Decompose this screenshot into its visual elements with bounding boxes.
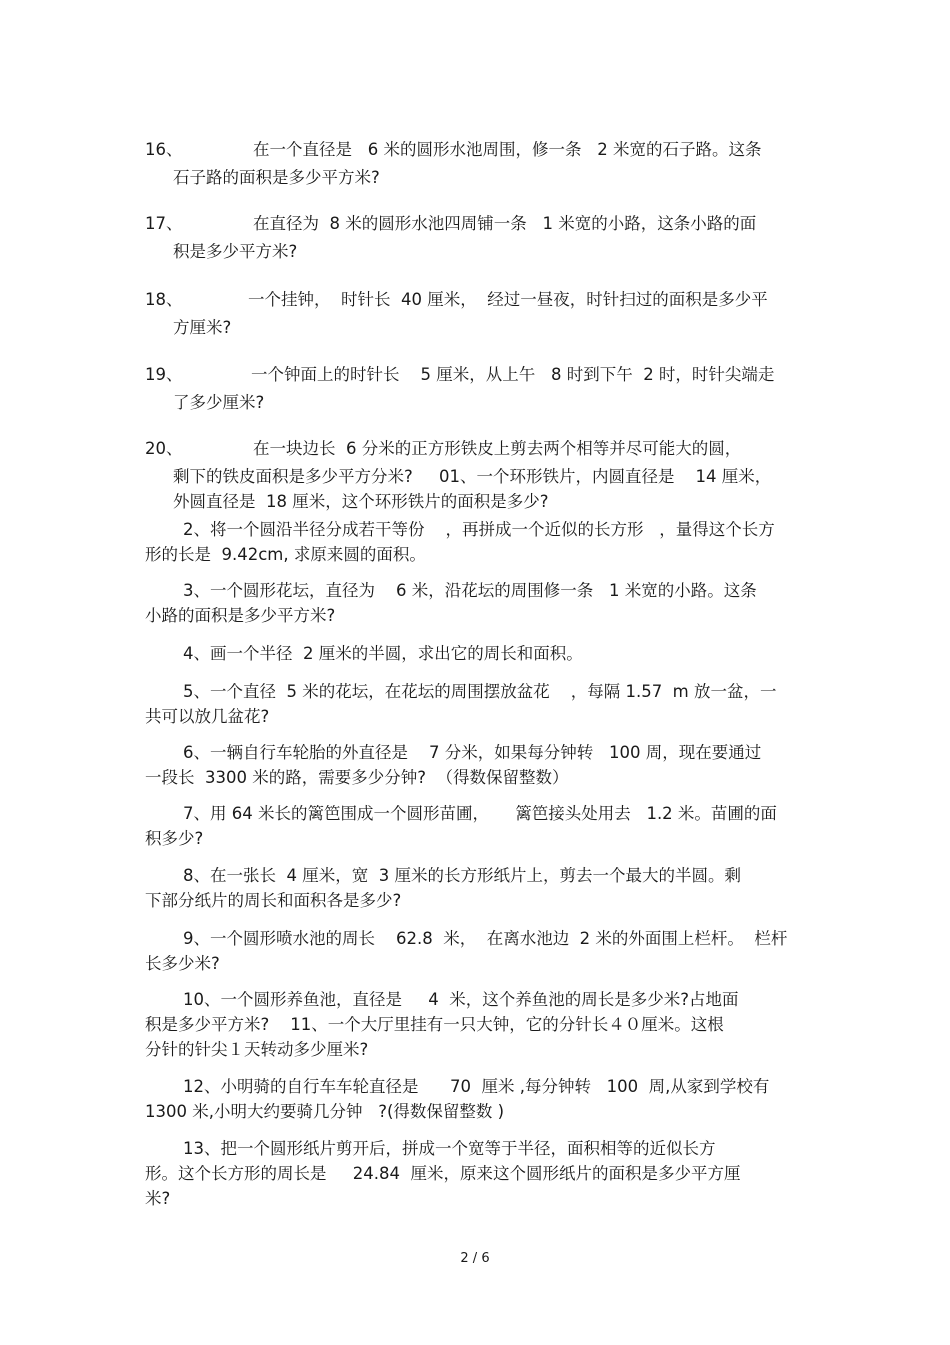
question-5-line-1: 5、一个直径 5 米的花坛，在花坛的周围摆放盆花 ，每隔 1.57 m 放一盆，一 [183,682,777,701]
problem-20-line-1: 在一块边长 6 分米的正方形铁皮上剪去两个相等并尽可能大的圆， [253,439,742,458]
question-13-line-2: 形。这个长方形的周长是 24.84 厘米，原来这个圆形纸片的面积是多少平方厘 [145,1164,741,1183]
question-11-line-3: 分针的针尖１天转动多少厘米? [145,1040,369,1059]
question-4-line-1: 4、画一个半径 2 厘米的半圆，求出它的周长和面积。 [183,644,583,663]
question-12-line-1: 12、小明骑的自行车车轮直径是 70 厘米 ,每分钟转 100 周,从家到学校有 [183,1077,770,1096]
question-3-line-1: 3、一个圆形花坛，直径为 6 米，沿花坛的周围修一条 1 米宽的小路。这条 [183,581,757,600]
question-5-line-2: 共可以放几盆花? [145,707,270,726]
question-2-line-2: 形的长是 9.42cm, 求原来圆的面积。 [145,545,426,564]
question-2-line-1: 2、将一个圆沿半径分成若干等份 ，再拼成一个近似的长方形 ，量得这个长方 [183,520,775,539]
question-7-line-2: 积多少? [145,829,204,848]
question-12-line-2: 1300 米,小明大约要骑几分钟 ?(得数保留整数 ) [145,1102,505,1121]
question-8-line-2: 下部分纸片的周长和面积各是多少? [145,891,402,910]
problem-17-line-2: 积是多少平方米? [173,242,298,261]
question-9-line-1: 9、一个圆形喷水池的周长 62.8 米， 在离水池边 2 米的外面围上栏杆。 栏杆 [183,929,788,948]
question-13-line-3: 米? [145,1189,171,1208]
problem-number-18: 18、 [145,290,183,309]
question-7-line-1: 7、用 64 米长的篱笆围成一个圆形苗圃， 篱笆接头处用去 1.2 米。苗圃的面 [183,804,777,823]
question-10-line-2: 积是多少平方米? 11、一个大厅里挂有一只大钟，它的分针长４０厘米。这根 [145,1015,724,1034]
problem-16-line-1: 在一个直径是 6 米的圆形水池周围，修一条 2 米宽的石子路。这条 [253,140,762,159]
page-number: 2 / 6 [460,1251,490,1266]
problem-number-20: 20、 [145,439,183,458]
problem-16-line-2: 石子路的面积是多少平方米? [173,168,380,187]
problem-19-line-1: 一个钟面上的时针长 5 厘米，从上午 8 时到下午 2 时，时针尖端走 [251,365,775,384]
question-9-line-2: 长多少米? [145,954,220,973]
problem-18-line-2: 方厘米? [173,318,232,337]
problem-17-line-1: 在直径为 8 米的圆形水池四周铺一条 1 米宽的小路，这条小路的面 [253,214,757,233]
problem-20-line-2: 剩下的铁皮面积是多少平方分米? 01、一个环形铁片，内圆直径是 14 厘米， [173,467,772,486]
problem-number-17: 17、 [145,214,183,233]
question-6-line-1: 6、一辆自行车轮胎的外直径是 7 分米，如果每分钟转 100 周，现在要通过 [183,743,762,762]
problem-20-line-3: 外圆直径是 18 厘米，这个环形铁片的面积是多少? [173,492,549,511]
problem-19-line-2: 了多少厘米? [173,393,265,412]
problem-number-19: 19、 [145,365,183,384]
question-10-line-1: 10、一个圆形养鱼池，直径是 4 米，这个养鱼池的周长是多少米?占地面 [183,990,739,1009]
question-8-line-1: 8、在一张长 4 厘米，宽 3 厘米的长方形纸片上，剪去一个最大的半圆。剩 [183,866,741,885]
question-13-line-1: 13、把一个圆形纸片剪开后，拼成一个宽等于半径，面积相等的近似长方 [183,1139,716,1158]
problem-18-line-1: 一个挂钟， 时针长 40 厘米， 经过一昼夜，时针扫过的面积是多少平 [248,290,768,309]
problem-number-16: 16、 [145,140,183,159]
question-3-line-2: 小路的面积是多少平方米? [145,606,336,625]
question-6-line-2: 一段长 3300 米的路，需要多少分钟? （得数保留整数） [145,768,569,787]
